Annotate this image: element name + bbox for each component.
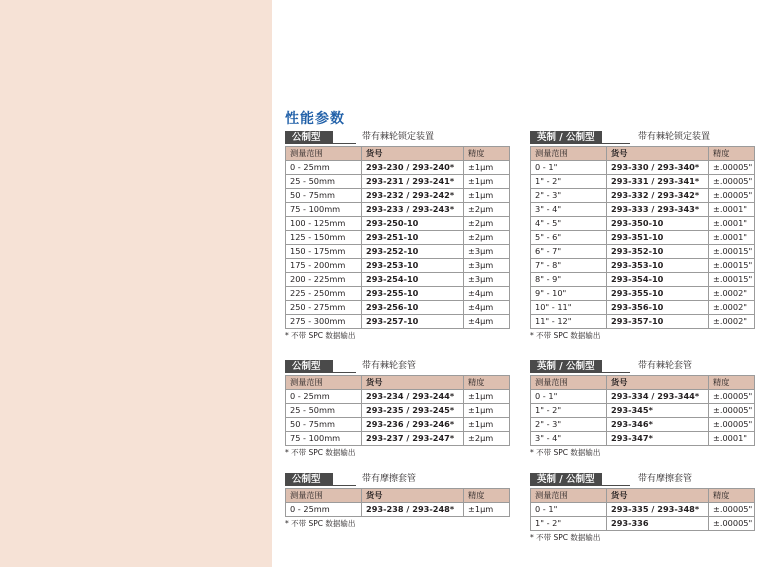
cell-range: 1" - 2" — [531, 175, 607, 189]
tag-underline — [333, 372, 356, 373]
table-row — [531, 259, 755, 273]
table-row — [531, 390, 755, 404]
cell-accuracy: ±4µm — [464, 287, 510, 301]
table-row — [286, 404, 510, 418]
header-range: 测量范围 — [531, 489, 607, 503]
cell-range: 2" - 3" — [531, 418, 607, 432]
cell-item-number: 293-331 / 293-341* — [607, 175, 709, 189]
table-row — [286, 161, 510, 175]
table-row — [531, 404, 755, 418]
cell-item-number: 293-352-10 — [607, 245, 709, 259]
table-row — [286, 245, 510, 259]
cell-range: 125 - 150mm — [286, 231, 362, 245]
cell-range: 25 - 50mm — [286, 404, 362, 418]
cell-range: 6" - 7" — [531, 245, 607, 259]
cell-accuracy: ±.0001" — [709, 217, 755, 231]
cell-accuracy: ±.00005" — [709, 503, 755, 517]
spec-table — [530, 375, 755, 446]
header-range: 测量范围 — [286, 147, 362, 161]
cell-range: 0 - 25mm — [286, 390, 362, 404]
spec-table — [285, 146, 510, 329]
cell-item-number: 293-237 / 293-247* — [362, 432, 464, 446]
table-row — [286, 301, 510, 315]
left-decorative-panel — [0, 0, 272, 567]
no-spc-footnote: * 不带 SPC 数据输出 — [285, 519, 356, 528]
cell-range: 3" - 4" — [531, 432, 607, 446]
cell-item-number: 293-355-10 — [607, 287, 709, 301]
cell-range: 0 - 25mm — [286, 503, 362, 517]
table-header-row — [286, 489, 510, 503]
table-row — [286, 418, 510, 432]
table-row — [286, 231, 510, 245]
cell-accuracy: ±3µm — [464, 259, 510, 273]
cell-range: 100 - 125mm — [286, 217, 362, 231]
section-header — [285, 473, 509, 486]
cell-range: 9" - 10" — [531, 287, 607, 301]
cell-item-number: 293-230 / 293-240* — [362, 161, 464, 175]
table-row — [531, 175, 755, 189]
header-item-number: 货号 — [607, 489, 709, 503]
cell-accuracy: ±1µm — [464, 175, 510, 189]
cell-accuracy: ±.0002" — [709, 287, 755, 301]
table-header-row — [286, 147, 510, 161]
cell-accuracy: ±.0001" — [709, 203, 755, 217]
section-header — [530, 131, 754, 144]
cell-range: 25 - 50mm — [286, 175, 362, 189]
table-header-row — [286, 376, 510, 390]
table-row — [531, 273, 755, 287]
tag-underline — [602, 485, 630, 486]
no-spc-footnote: * 不带 SPC 数据输出 — [530, 533, 601, 542]
cell-range: 0 - 25mm — [286, 161, 362, 175]
cell-accuracy: ±.00005" — [709, 161, 755, 175]
cell-item-number: 293-356-10 — [607, 301, 709, 315]
cell-accuracy: ±.0002" — [709, 301, 755, 315]
cell-item-number: 293-347* — [607, 432, 709, 446]
spec-section-metric-friction-thimble — [285, 473, 509, 529]
header-accuracy: 精度 — [464, 489, 510, 503]
cell-item-number: 293-336 — [607, 517, 709, 531]
table-row — [531, 245, 755, 259]
cell-accuracy: ±2µm — [464, 432, 510, 446]
cell-item-number: 293-238 / 293-248* — [362, 503, 464, 517]
table-row — [531, 217, 755, 231]
cell-accuracy: ±1µm — [464, 418, 510, 432]
table-row — [531, 287, 755, 301]
table-row — [531, 418, 755, 432]
cell-item-number: 293-335 / 293-348* — [607, 503, 709, 517]
cell-accuracy: ±.00005" — [709, 404, 755, 418]
header-accuracy: 精度 — [464, 147, 510, 161]
table-row — [286, 273, 510, 287]
table-header-row — [531, 147, 755, 161]
section-title: 带有摩擦套管 — [362, 474, 417, 484]
table-row — [531, 203, 755, 217]
cell-range: 50 - 75mm — [286, 189, 362, 203]
cell-item-number: 293-234 / 293-244* — [362, 390, 464, 404]
section-title: 带有摩擦套管 — [638, 474, 693, 484]
cell-item-number: 293-345* — [607, 404, 709, 418]
cell-item-number: 293-233 / 293-243* — [362, 203, 464, 217]
cell-item-number: 293-346* — [607, 418, 709, 432]
table-row — [286, 203, 510, 217]
cell-accuracy: ±4µm — [464, 301, 510, 315]
tag-underline — [333, 143, 356, 144]
cell-range: 200 - 225mm — [286, 273, 362, 287]
cell-item-number: 293-353-10 — [607, 259, 709, 273]
tag-underline — [602, 372, 630, 373]
cell-item-number: 293-330 / 293-340* — [607, 161, 709, 175]
cell-range: 0 - 1" — [531, 503, 607, 517]
cell-item-number: 293-350-10 — [607, 217, 709, 231]
type-tag: 英制 / 公制型 — [530, 360, 602, 373]
cell-range: 250 - 275mm — [286, 301, 362, 315]
cell-range: 0 - 1" — [531, 390, 607, 404]
table-row — [531, 189, 755, 203]
cell-accuracy: ±2µm — [464, 217, 510, 231]
cell-accuracy: ±.00005" — [709, 418, 755, 432]
type-tag: 公制型 — [285, 131, 333, 144]
cell-accuracy: ±.00005" — [709, 175, 755, 189]
header-accuracy: 精度 — [709, 489, 755, 503]
cell-range: 75 - 100mm — [286, 203, 362, 217]
type-tag: 英制 / 公制型 — [530, 131, 602, 144]
section-header — [285, 360, 509, 373]
cell-accuracy: ±3µm — [464, 245, 510, 259]
cell-item-number: 293-256-10 — [362, 301, 464, 315]
section-header — [285, 131, 509, 144]
cell-range: 11" - 12" — [531, 315, 607, 329]
header-item-number: 货号 — [362, 376, 464, 390]
table-row — [286, 217, 510, 231]
section-title: 带有棘轮锁定装置 — [362, 132, 435, 142]
cell-item-number: 293-231 / 293-241* — [362, 175, 464, 189]
cell-accuracy: ±.00005" — [709, 517, 755, 531]
no-spc-footnote: * 不带 SPC 数据输出 — [530, 448, 601, 457]
cell-range: 175 - 200mm — [286, 259, 362, 273]
cell-accuracy: ±3µm — [464, 273, 510, 287]
cell-item-number: 293-252-10 — [362, 245, 464, 259]
cell-range: 275 - 300mm — [286, 315, 362, 329]
header-item-number: 货号 — [362, 147, 464, 161]
table-row — [286, 175, 510, 189]
cell-item-number: 293-351-10 — [607, 231, 709, 245]
cell-item-number: 293-253-10 — [362, 259, 464, 273]
cell-range: 225 - 250mm — [286, 287, 362, 301]
cell-accuracy: ±.00015" — [709, 245, 755, 259]
table-row — [531, 161, 755, 175]
cell-range: 150 - 175mm — [286, 245, 362, 259]
type-tag: 公制型 — [285, 360, 333, 373]
cell-accuracy: ±1µm — [464, 161, 510, 175]
cell-range: 8" - 9" — [531, 273, 607, 287]
table-row — [286, 287, 510, 301]
header-item-number: 货号 — [607, 376, 709, 390]
cell-item-number: 293-357-10 — [607, 315, 709, 329]
spec-table — [530, 146, 755, 329]
cell-range: 1" - 2" — [531, 517, 607, 531]
cell-accuracy: ±.0002" — [709, 315, 755, 329]
cell-accuracy: ±.0001" — [709, 432, 755, 446]
section-header — [530, 473, 754, 486]
table-row — [531, 315, 755, 329]
cell-accuracy: ±1µm — [464, 404, 510, 418]
table-row — [286, 315, 510, 329]
section-title: 带有棘轮锁定装置 — [638, 132, 711, 142]
table-row — [531, 432, 755, 446]
spec-section-inch-ratchet-lock — [530, 131, 754, 341]
spec-table — [285, 488, 510, 517]
cell-range: 3" - 4" — [531, 203, 607, 217]
header-item-number: 货号 — [362, 489, 464, 503]
cell-range: 7" - 8" — [531, 259, 607, 273]
section-title: 带有棘轮套管 — [362, 361, 417, 371]
cell-range: 75 - 100mm — [286, 432, 362, 446]
spec-table — [530, 488, 755, 531]
no-spc-footnote: * 不带 SPC 数据输出 — [530, 331, 601, 340]
table-row — [286, 259, 510, 273]
cell-accuracy: ±1µm — [464, 503, 510, 517]
table-header-row — [531, 376, 755, 390]
page-title: 性能参数 — [285, 111, 345, 127]
table-header-row — [531, 489, 755, 503]
cell-item-number: 293-235 / 293-245* — [362, 404, 464, 418]
header-range: 测量范围 — [286, 376, 362, 390]
spec-section-metric-ratchet-lock — [285, 131, 509, 341]
cell-accuracy: ±2µm — [464, 203, 510, 217]
table-row — [531, 517, 755, 531]
header-range: 测量范围 — [531, 376, 607, 390]
cell-range: 0 - 1" — [531, 161, 607, 175]
cell-accuracy: ±2µm — [464, 231, 510, 245]
cell-range: 50 - 75mm — [286, 418, 362, 432]
table-row — [286, 189, 510, 203]
table-row — [531, 301, 755, 315]
no-spc-footnote: * 不带 SPC 数据输出 — [285, 331, 356, 340]
cell-item-number: 293-254-10 — [362, 273, 464, 287]
cell-accuracy: ±.0001" — [709, 231, 755, 245]
cell-range: 10" - 11" — [531, 301, 607, 315]
header-range: 测量范围 — [286, 489, 362, 503]
cell-item-number: 293-232 / 293-242* — [362, 189, 464, 203]
cell-accuracy: ±1µm — [464, 390, 510, 404]
table-row — [286, 390, 510, 404]
spec-section-metric-ratchet-thimble — [285, 360, 509, 458]
table-row — [531, 231, 755, 245]
cell-accuracy: ±.00015" — [709, 273, 755, 287]
cell-item-number: 293-333 / 293-343* — [607, 203, 709, 217]
cell-range: 4" - 5" — [531, 217, 607, 231]
cell-range: 2" - 3" — [531, 189, 607, 203]
cell-item-number: 293-332 / 293-342* — [607, 189, 709, 203]
cell-accuracy: ±.00015" — [709, 259, 755, 273]
section-title: 带有棘轮套管 — [638, 361, 693, 371]
cell-accuracy: ±1µm — [464, 189, 510, 203]
header-item-number: 货号 — [607, 147, 709, 161]
header-accuracy: 精度 — [709, 376, 755, 390]
cell-item-number: 293-255-10 — [362, 287, 464, 301]
spec-section-inch-ratchet-thimble — [530, 360, 754, 458]
cell-range: 1" - 2" — [531, 404, 607, 418]
type-tag: 英制 / 公制型 — [530, 473, 602, 486]
cell-item-number: 293-236 / 293-246* — [362, 418, 464, 432]
cell-item-number: 293-334 / 293-344* — [607, 390, 709, 404]
cell-item-number: 293-354-10 — [607, 273, 709, 287]
header-range: 测量范围 — [531, 147, 607, 161]
spec-table — [285, 375, 510, 446]
cell-item-number: 293-250-10 — [362, 217, 464, 231]
cell-item-number: 293-251-10 — [362, 231, 464, 245]
table-row — [531, 503, 755, 517]
section-header — [530, 360, 754, 373]
header-accuracy: 精度 — [709, 147, 755, 161]
no-spc-footnote: * 不带 SPC 数据输出 — [285, 448, 356, 457]
cell-item-number: 293-257-10 — [362, 315, 464, 329]
cell-range: 5" - 6" — [531, 231, 607, 245]
table-row — [286, 432, 510, 446]
cell-accuracy: ±.00005" — [709, 390, 755, 404]
cell-accuracy: ±.00005" — [709, 189, 755, 203]
cell-accuracy: ±4µm — [464, 315, 510, 329]
header-accuracy: 精度 — [464, 376, 510, 390]
table-row — [286, 503, 510, 517]
spec-section-inch-friction-thimble — [530, 473, 754, 543]
tag-underline — [602, 143, 630, 144]
tag-underline — [333, 485, 356, 486]
type-tag: 公制型 — [285, 473, 333, 486]
